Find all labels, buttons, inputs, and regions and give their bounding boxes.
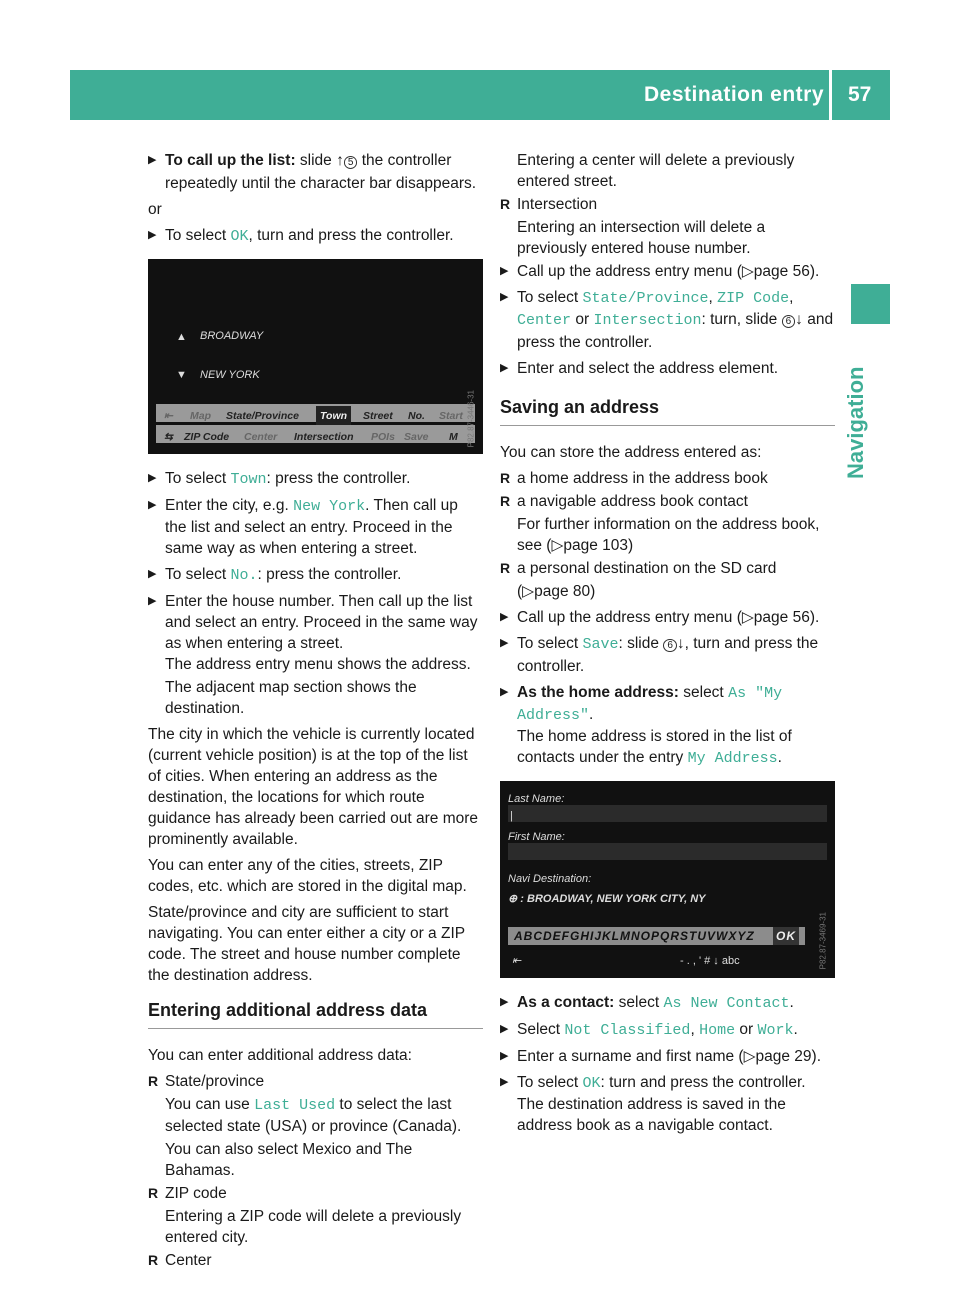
destination-value: ⊕ : BROADWAY, NEW YORK CITY, NY — [508, 893, 706, 905]
step: ▶ Call up the address entry menu (▷page 56). — [500, 607, 835, 628]
step: ▶ Enter the house number. Then call up the list and select an entry. Proceed in the same way as when entering a street. — [148, 591, 483, 654]
step: ▶ Enter the city, e.g. New York. Then call up the list and select an entry. Proceed in the same way as when entering a street. — [148, 495, 483, 559]
back-icon: ⇤ — [512, 955, 522, 967]
header-divider — [829, 70, 832, 120]
paragraph: The city in which the vehicle is currently located (current vehicle position) is at the top of the list of cities. When entering an address as the destination, the locations for which route guidance has already been carried out are more prominently available. — [148, 726, 479, 848]
bullet: R a home address in the address book — [500, 468, 835, 489]
step: ▶ To select No.: press the controller. — [148, 564, 483, 586]
step: ▶ Call up the address entry menu (▷page 56). — [500, 261, 835, 282]
page-ref-icon: ▷ — [522, 583, 535, 600]
controller-slide-icon: 6 ↓ — [782, 311, 803, 328]
screenshot-address-entry: ▲ BROADWAY ▼ NEW YORK ⇤ Map State/Province Town Street No. Start ⇆ ZIP Code Center Intersection POIs Save M P82.87-3446-31 — [148, 259, 483, 454]
last-name-field: | — [508, 805, 827, 822]
bullet: R a navigable address book contact — [500, 491, 835, 512]
step: ▶ To select State/Province, ZIP Code, Center or Intersection: turn, slide 6 ↓ and press the controller. — [500, 287, 835, 353]
page-title: Destination entry — [644, 83, 825, 106]
paragraph: You can store the address entered as: — [500, 444, 762, 461]
arrow-down-icon: ▼ — [176, 369, 187, 381]
controller-slide-icon: ↑ 5 — [336, 152, 357, 169]
bullet: R ZIP code — [148, 1183, 483, 1204]
first-name-field — [508, 843, 827, 860]
bullet: R Intersection — [500, 194, 835, 215]
menu-row-2: ⇆ ZIP Code Center Intersection POIs Save M — [156, 425, 475, 443]
menu-row-1: ⇤ Map State/Province Town Street No. Start — [156, 404, 475, 422]
section-tab — [851, 284, 890, 324]
page-ref-icon: ▷ — [741, 609, 754, 626]
step: ▶ As the home address: select As "My Address". — [500, 682, 835, 726]
or-text: or — [148, 201, 162, 218]
page-ref-icon: ▷ — [741, 263, 754, 280]
step: ▶ Enter a surname and first name (▷page 29). — [500, 1046, 835, 1067]
section-heading: Saving an address — [500, 397, 835, 426]
controller-slide-icon: 6 ↓ — [663, 635, 684, 652]
bullet: R Center — [148, 1250, 483, 1271]
step: ▶ As a contact: select As New Contact. — [500, 992, 835, 1014]
step: ▶ To call up the list: slide ↑ 5 the controller repeatedly until the character bar disappears. — [148, 150, 483, 194]
screenshot-save-contact: Last Name: | First Name: Navi Destination: ⊕ : BROADWAY, NEW YORK CITY, NY ABCDEFGHIJKLMNOPQRSTUVWXYZ OK ⇤ - . , ' # ↓ abc P82.87-3469-31 — [500, 781, 835, 978]
step: ▶ To select Town: press the controller. — [148, 468, 483, 490]
step: ▶ Enter and select the address element. — [500, 358, 835, 379]
step: ▶ To select OK, turn and press the controller. — [148, 225, 483, 247]
step: ▶ Select Not Classified, Home or Work. — [500, 1019, 835, 1041]
arrow-up-icon: ▲ — [176, 331, 187, 343]
bullet: R State/province — [148, 1071, 483, 1092]
page-ref-icon: ▷ — [743, 1048, 756, 1065]
page-ref-icon: ▷ — [551, 537, 564, 554]
section-heading: Entering additional address data — [148, 1000, 483, 1029]
character-bar: ABCDEFGHIJKLMNOPQRSTUVWXYZ OK — [508, 927, 805, 945]
bullet: R a personal destination on the SD card — [500, 558, 835, 579]
step: ▶ To select OK: turn and press the controller. — [500, 1072, 835, 1094]
step: ▶ To select Save: slide 6 ↓, turn and press the controller. — [500, 633, 835, 677]
paragraph: You can enter additional address data: — [148, 1047, 412, 1064]
page-number: 57 — [848, 83, 872, 106]
section-label: Navigation — [843, 366, 868, 479]
paragraph: State/province and city are sufficient to start navigating. You can enter either a city or a ZIP code. The street and house number complete the destination address. — [148, 904, 465, 984]
right-column: Entering a center will delete a previously entered street. R Intersection Entering an intersection will delete a previously entered house number. ▶ Call up the address entry menu (▷page 56). ▶ To select State/Province, ZIP Code, Center or Intersection: turn, slide 6 ↓ and press the controller. ▶ Enter and select the address element. Saving an address You can store the address entered as: R a home address in the address book R a navigable address book contact For further information on the address book, see (▷page 103) R a personal destination on the SD card (▷page 80) ▶ Call up the address entry menu (▷page 56). ▶ To select Save: slide 6 ↓, turn and press the controller. ▶ As the home address: select As "My Address". The home address is stored in the list of contacts under the entry My Address. Last Name: | First Name: Navi Destination: ⊕ : BROADWAY, NEW YORK CITY, NY ABCDEFGHIJKLMNOPQRSTUVWXYZ OK ⇤ - . , ' # ↓ abc P82.87-3469-31 ▶ As a contact: select As New Contact. ▶ Select Not Classified, Home or Work. ▶ Enter a surname and first name (▷page 29). ▶ To select OK: turn and press the controller. The destination address is saved in the address book as a navigable contact. — [500, 150, 835, 1138]
paragraph: You can enter any of the cities, streets, ZIP codes, etc. which are stored in the digital map. — [148, 857, 467, 895]
left-column: ▶ To call up the list: slide ↑ 5 the controller repeatedly until the character bar disappears. or ▶ To select OK, turn and press the controller. ▲ BROADWAY ▼ NEW YORK ⇤ Map State/Province Town Street No. Start ⇆ ZIP Code Center Intersection POIs Save M P82.87-3446-31 ▶ To select Town: press the controller. ▶ Enter the city, e.g. New York. Then call up the list and select an entry. Proceed in the same way as when entering a street. ▶ To select No.: press the controller. ▶ Enter the house number. Then call up the list and select an entry. Proceed in the same way as when entering a street. The address entry menu shows the address. The adjacent map section shows the destination. The city in which the vehicle is currently located (current vehicle position) is at the top of the list of cities. When entering an address as the destination, the locations for which route guidance has already been carried out are more prominently available. You can enter any of the cities, streets, ZIP codes, etc. which are stored in the digital map. State/province and city are sufficient to start navigating. You can enter either a city or a ZIP code. The street and house number complete the destination address. Entering additional address data You can enter additional address data: R State/province You can use Last Used to select the last selected state (USA) or province (Canada). You can also select Mexico and The Bahamas. R ZIP code Entering a ZIP code will delete a previously entered city. R Center — [148, 150, 483, 1273]
